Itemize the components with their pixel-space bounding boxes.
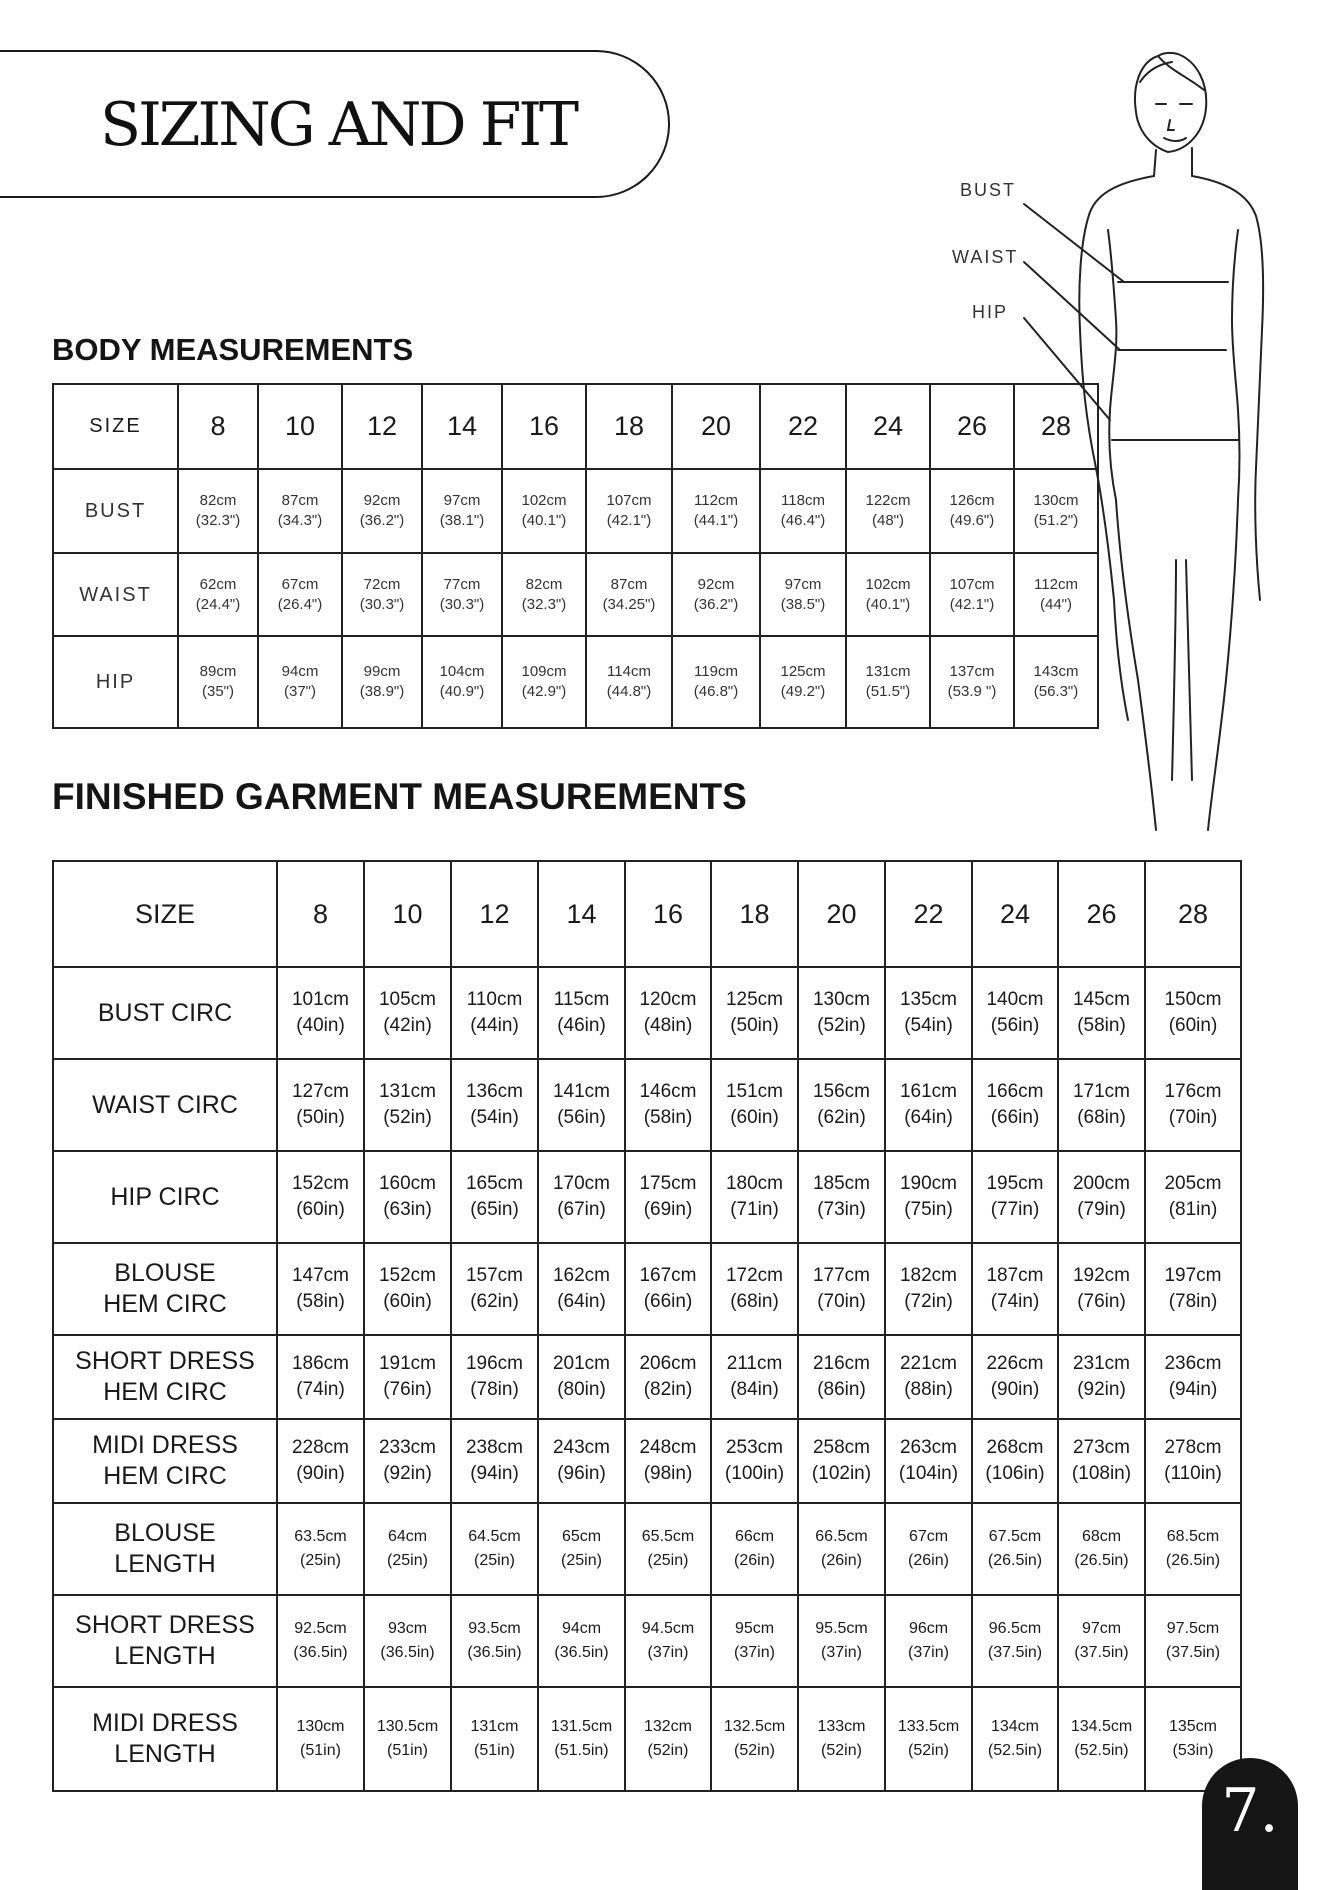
measurement-cell: 134.5cm (52.5in) <box>1058 1687 1145 1791</box>
measurement-cell: 94cm (37") <box>258 636 342 728</box>
measurement-cell: 64.5cm (25in) <box>451 1503 538 1595</box>
measurement-cell: 216cm (86in) <box>798 1335 885 1419</box>
measurement-cell: 152cm (60in) <box>277 1151 364 1243</box>
measurement-cell: 132.5cm (52in) <box>711 1687 798 1791</box>
size-header-row <box>53 384 1098 469</box>
measurement-cell: 112cm (44") <box>1014 553 1098 636</box>
measurement-cell: 151cm (60in) <box>711 1059 798 1151</box>
table-row <box>53 967 1241 1059</box>
measurement-cell: 238cm (94in) <box>451 1419 538 1503</box>
size-header: 12 <box>342 384 422 469</box>
measurement-cell: 96.5cm (37.5in) <box>972 1595 1058 1687</box>
size-header: 18 <box>711 861 798 967</box>
body-measurements-table <box>52 383 1099 729</box>
measurement-cell: 165cm (65in) <box>451 1151 538 1243</box>
measurement-cell: 114cm (44.8") <box>586 636 672 728</box>
measurement-cell: 97.5cm (37.5in) <box>1145 1595 1241 1687</box>
measurement-cell: 145cm (58in) <box>1058 967 1145 1059</box>
row-label: WAIST CIRC <box>53 1059 277 1151</box>
measurement-cell: 67.5cm (26.5in) <box>972 1503 1058 1595</box>
size-header: 26 <box>930 384 1014 469</box>
size-label: SIZE <box>53 861 277 967</box>
measurement-cell: 101cm (40in) <box>277 967 364 1059</box>
measurement-cell: 92.5cm (36.5in) <box>277 1595 364 1687</box>
row-label: BUST <box>53 469 178 553</box>
row-label: SHORT DRESS LENGTH <box>53 1595 277 1687</box>
measurement-cell: 107cm (42.1") <box>930 553 1014 636</box>
measurement-cell: 161cm (64in) <box>885 1059 972 1151</box>
measurement-cell: 226cm (90in) <box>972 1335 1058 1419</box>
measurement-cell: 185cm (73in) <box>798 1151 885 1243</box>
measurement-cell: 97cm (38.1") <box>422 469 502 553</box>
size-header: 10 <box>258 384 342 469</box>
measurement-cell: 143cm (56.3") <box>1014 636 1098 728</box>
size-header-row <box>53 861 1241 967</box>
measurement-cell: 211cm (84in) <box>711 1335 798 1419</box>
size-header: 14 <box>538 861 625 967</box>
size-header: 22 <box>885 861 972 967</box>
table-row <box>53 1595 1241 1687</box>
measurement-cell: 122cm (48") <box>846 469 930 553</box>
measurement-cell: 130cm (52in) <box>798 967 885 1059</box>
table-row <box>53 469 1098 553</box>
measurement-cell: 94cm (36.5in) <box>538 1595 625 1687</box>
measurement-cell: 68.5cm (26.5in) <box>1145 1503 1241 1595</box>
measurement-cell: 82cm (32.3") <box>178 469 258 553</box>
size-header: 28 <box>1145 861 1241 967</box>
measurement-cell: 92cm (36.2") <box>672 553 760 636</box>
measurement-cell: 102cm (40.1") <box>846 553 930 636</box>
measurement-cell: 67cm (26.4") <box>258 553 342 636</box>
row-label: WAIST <box>53 553 178 636</box>
measurement-cell: 191cm (76in) <box>364 1335 451 1419</box>
page-number-tab <box>1202 1758 1298 1890</box>
size-header: 16 <box>625 861 711 967</box>
measurement-cell: 136cm (54in) <box>451 1059 538 1151</box>
row-label: BUST CIRC <box>53 967 277 1059</box>
measurement-cell: 258cm (102in) <box>798 1419 885 1503</box>
size-header: 20 <box>672 384 760 469</box>
measurement-cell: 231cm (92in) <box>1058 1335 1145 1419</box>
row-label: MIDI DRESS LENGTH <box>53 1687 277 1791</box>
measurement-cell: 205cm (81in) <box>1145 1151 1241 1243</box>
measurement-cell: 127cm (50in) <box>277 1059 364 1151</box>
measurement-cell: 248cm (98in) <box>625 1419 711 1503</box>
row-label: HIP <box>53 636 178 728</box>
table-row <box>53 553 1098 636</box>
measurement-cell: 195cm (77in) <box>972 1151 1058 1243</box>
measurement-cell: 176cm (70in) <box>1145 1059 1241 1151</box>
measurement-cell: 268cm (106in) <box>972 1419 1058 1503</box>
table-row <box>53 1243 1241 1335</box>
measurement-cell: 133cm (52in) <box>798 1687 885 1791</box>
measurement-cell: 130cm (51.2") <box>1014 469 1098 553</box>
measurement-cell: 104cm (40.9") <box>422 636 502 728</box>
size-header: 8 <box>277 861 364 967</box>
size-header: 8 <box>178 384 258 469</box>
measurement-cell: 157cm (62in) <box>451 1243 538 1335</box>
measurement-cell: 65.5cm (25in) <box>625 1503 711 1595</box>
measurement-cell: 97cm (37.5in) <box>1058 1595 1145 1687</box>
measurement-cell: 109cm (42.9") <box>502 636 586 728</box>
size-header: 12 <box>451 861 538 967</box>
measurement-cell: 177cm (70in) <box>798 1243 885 1335</box>
measurement-cell: 125cm (49.2") <box>760 636 846 728</box>
row-label: BLOUSE LENGTH <box>53 1503 277 1595</box>
measurement-cell: 125cm (50in) <box>711 967 798 1059</box>
size-header: 22 <box>760 384 846 469</box>
table-row <box>53 1419 1241 1503</box>
row-label: HIP CIRC <box>53 1151 277 1243</box>
measurement-cell: 65cm (25in) <box>538 1503 625 1595</box>
size-header: 18 <box>586 384 672 469</box>
table-row <box>53 1151 1241 1243</box>
measurement-cell: 95.5cm (37in) <box>798 1595 885 1687</box>
measurement-cell: 107cm (42.1") <box>586 469 672 553</box>
size-header: 28 <box>1014 384 1098 469</box>
measurement-cell: 263cm (104in) <box>885 1419 972 1503</box>
measurement-cell: 68cm (26.5in) <box>1058 1503 1145 1595</box>
body-measurements-heading: BODY MEASUREMENTS <box>52 332 414 367</box>
measurement-cell: 93.5cm (36.5in) <box>451 1595 538 1687</box>
measurement-cell: 146cm (58in) <box>625 1059 711 1151</box>
measurement-cell: 112cm (44.1") <box>672 469 760 553</box>
measurement-cell: 133.5cm (52in) <box>885 1687 972 1791</box>
size-header: 10 <box>364 861 451 967</box>
measurement-cell: 115cm (46in) <box>538 967 625 1059</box>
measurement-cell: 131.5cm (51.5in) <box>538 1687 625 1791</box>
measurement-cell: 120cm (48in) <box>625 967 711 1059</box>
garment-measurements-heading: FINISHED GARMENT MEASUREMENTS <box>52 776 747 817</box>
measurement-cell: 273cm (108in) <box>1058 1419 1145 1503</box>
measurement-cell: 167cm (66in) <box>625 1243 711 1335</box>
measurement-cell: 82cm (32.3") <box>502 553 586 636</box>
measurement-cell: 150cm (60in) <box>1145 967 1241 1059</box>
measurement-cell: 156cm (62in) <box>798 1059 885 1151</box>
measurement-cell: 134cm (52.5in) <box>972 1687 1058 1791</box>
measurement-cell: 236cm (94in) <box>1145 1335 1241 1419</box>
measurement-cell: 72cm (30.3") <box>342 553 422 636</box>
table-row <box>53 636 1098 728</box>
measurement-cell: 110cm (44in) <box>451 967 538 1059</box>
measurement-cell: 140cm (56in) <box>972 967 1058 1059</box>
measurement-cell: 87cm (34.25") <box>586 553 672 636</box>
measurement-cell: 196cm (78in) <box>451 1335 538 1419</box>
measurement-cell: 147cm (58in) <box>277 1243 364 1335</box>
measurement-cell: 187cm (74in) <box>972 1243 1058 1335</box>
row-label: SHORT DRESS HEM CIRC <box>53 1335 277 1419</box>
measurement-cell: 92cm (36.2") <box>342 469 422 553</box>
measurement-cell: 62cm (24.4") <box>178 553 258 636</box>
measurement-cell: 166cm (66in) <box>972 1059 1058 1151</box>
measurement-cell: 131cm (51.5") <box>846 636 930 728</box>
table-row <box>53 1687 1241 1791</box>
size-header: 20 <box>798 861 885 967</box>
size-header: 16 <box>502 384 586 469</box>
measurement-cell: 89cm (35") <box>178 636 258 728</box>
measurement-cell: 67cm (26in) <box>885 1503 972 1595</box>
measurement-cell: 130.5cm (51in) <box>364 1687 451 1791</box>
size-header: 24 <box>846 384 930 469</box>
measurement-cell: 180cm (71in) <box>711 1151 798 1243</box>
figure-label-waist: WAIST <box>952 247 1019 267</box>
row-label: MIDI DRESS HEM CIRC <box>53 1419 277 1503</box>
measurement-cell: 99cm (38.9") <box>342 636 422 728</box>
measurement-cell: 102cm (40.1") <box>502 469 586 553</box>
measurement-cell: 131cm (51in) <box>451 1687 538 1791</box>
measurement-cell: 66.5cm (26in) <box>798 1503 885 1595</box>
measurement-cell: 172cm (68in) <box>711 1243 798 1335</box>
measurement-cell: 77cm (30.3") <box>422 553 502 636</box>
measurement-cell: 87cm (34.3") <box>258 469 342 553</box>
measurement-cell: 160cm (63in) <box>364 1151 451 1243</box>
measurement-cell: 135cm (54in) <box>885 967 972 1059</box>
measurement-cell: 221cm (88in) <box>885 1335 972 1419</box>
measurement-cell: 141cm (56in) <box>538 1059 625 1151</box>
size-header: 26 <box>1058 861 1145 967</box>
measurement-cell: 170cm (67in) <box>538 1151 625 1243</box>
measurement-cell: 171cm (68in) <box>1058 1059 1145 1151</box>
measurement-cell: 130cm (51in) <box>277 1687 364 1791</box>
measurement-cell: 96cm (37in) <box>885 1595 972 1687</box>
measurement-cell: 93cm (36.5in) <box>364 1595 451 1687</box>
measurement-cell: 97cm (38.5") <box>760 553 846 636</box>
measurement-cell: 132cm (52in) <box>625 1687 711 1791</box>
measurement-cell: 64cm (25in) <box>364 1503 451 1595</box>
measurement-cell: 95cm (37in) <box>711 1595 798 1687</box>
measurement-cell: 137cm (53.9 ") <box>930 636 1014 728</box>
row-label: BLOUSE HEM CIRC <box>53 1243 277 1335</box>
measurement-cell: 278cm (110in) <box>1145 1419 1241 1503</box>
measurement-cell: 190cm (75in) <box>885 1151 972 1243</box>
measurement-cell: 119cm (46.8") <box>672 636 760 728</box>
measurement-cell: 94.5cm (37in) <box>625 1595 711 1687</box>
measurement-cell: 182cm (72in) <box>885 1243 972 1335</box>
measurement-cell: 186cm (74in) <box>277 1335 364 1419</box>
figure-label-bust: BUST <box>960 180 1017 200</box>
measurement-cell: 105cm (42in) <box>364 967 451 1059</box>
table-row <box>53 1503 1241 1595</box>
measurement-cell: 162cm (64in) <box>538 1243 625 1335</box>
figure-label-hip: HIP <box>972 302 1009 322</box>
measurement-cell: 135cm (53in) <box>1145 1687 1241 1791</box>
garment-measurements-table <box>52 860 1242 1792</box>
measurement-cell: 253cm (100in) <box>711 1419 798 1503</box>
size-label: SIZE <box>53 384 178 469</box>
measurement-cell: 192cm (76in) <box>1058 1243 1145 1335</box>
measurement-cell: 126cm (49.6") <box>930 469 1014 553</box>
page-title: SIZING AND FIT <box>100 90 577 160</box>
measurement-cell: 118cm (46.4") <box>760 469 846 553</box>
measurement-cell: 66cm (26in) <box>711 1503 798 1595</box>
measurement-cell: 206cm (82in) <box>625 1335 711 1419</box>
size-header: 14 <box>422 384 502 469</box>
table-row <box>53 1335 1241 1419</box>
measurement-cell: 228cm (90in) <box>277 1419 364 1503</box>
size-header: 24 <box>972 861 1058 967</box>
measurement-cell: 200cm (79in) <box>1058 1151 1145 1243</box>
measurement-cell: 63.5cm (25in) <box>277 1503 364 1595</box>
measurement-cell: 201cm (80in) <box>538 1335 625 1419</box>
measurement-cell: 131cm (52in) <box>364 1059 451 1151</box>
measurement-cell: 233cm (92in) <box>364 1419 451 1503</box>
measurement-cell: 243cm (96in) <box>538 1419 625 1503</box>
measurement-cell: 197cm (78in) <box>1145 1243 1241 1335</box>
table-row <box>53 1059 1241 1151</box>
page-number: 7. <box>1221 1776 1279 1846</box>
measurement-cell: 152cm (60in) <box>364 1243 451 1335</box>
measurement-cell: 175cm (69in) <box>625 1151 711 1243</box>
